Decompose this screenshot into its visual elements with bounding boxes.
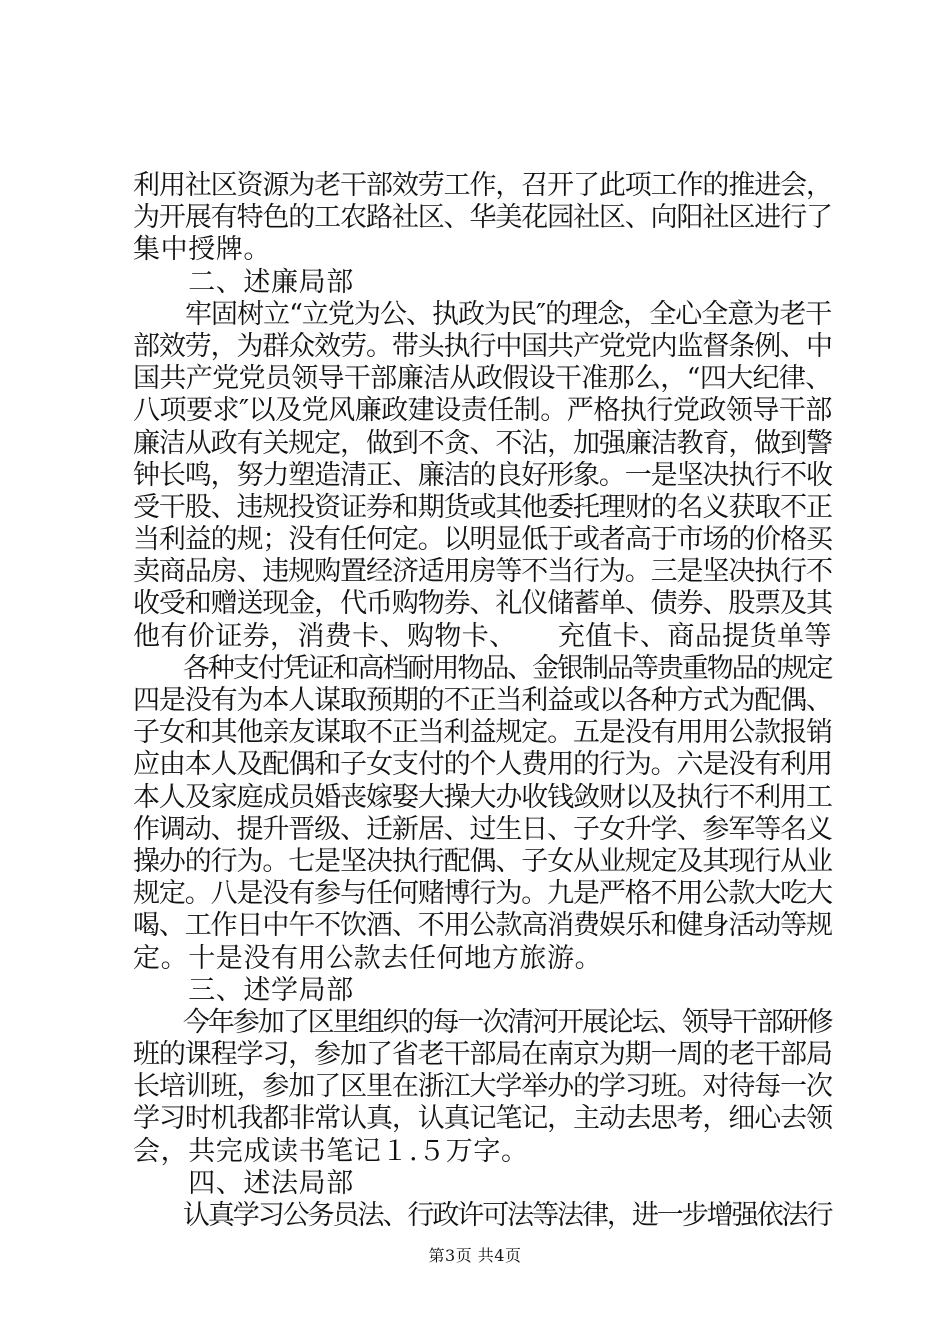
section-heading: 三、述学局部 xyxy=(133,974,354,1006)
text-line: 卖商品房、违规购置经济适用房等不当行为。三是坚决执行不 xyxy=(133,556,832,588)
text-line: 四是没有为本人谋取预期的不正当利益或以各种方式为配偶、 xyxy=(133,685,832,716)
text-line: 廉洁从政有关规定，做到不贪、不沾，加强廉洁教育，做到警 xyxy=(133,427,832,459)
text-line: 子女和其他亲友谋取不正当利益规定。五是没有用用公款报销 xyxy=(133,717,832,749)
section-heading: 二、述廉局部 xyxy=(133,266,354,298)
text-line: 受干股、违规投资证券和期货或其他委托理财的名义获取不正 xyxy=(133,491,832,523)
text-line: 他有价证券，消费卡、购物卡、 充值卡、商品提货单等 xyxy=(133,620,832,652)
text-line: 为开展有特色的工农路社区、华美花园社区、向阳社区进行了 xyxy=(133,202,832,234)
text-line: 牢固树立“立党为公、执政为民″的理念，全心全意为老干 xyxy=(133,298,832,330)
text-line: 定。十是没有用公款去任何地方旅游。 xyxy=(133,942,603,974)
text-line: 当利益的规；没有任何定。以明显低于或者高于市场的价格买 xyxy=(133,524,832,556)
text-line: 作调动、提升晋级、迁新居、过生日、子女升学、参军等名义 xyxy=(133,813,832,845)
text-line: 收受和赠送现金，代币购物券、礼仪储蓄单、债券、股票及其 xyxy=(133,588,832,620)
text-line: 长培训班，参加了区里在浙江大学举办的学习班。对待每一次 xyxy=(133,1071,832,1103)
text-line: 规定。八是没有参与任何赌博行为。九是严格不用公款大吃大 xyxy=(133,878,832,910)
text-line: 喝、工作日中午不饮酒、不用公款高消费娱乐和健身活动等规 xyxy=(133,910,832,942)
text-line: 利用社区资源为老干部效劳工作，召开了此项工作的推进会， xyxy=(133,170,832,201)
document-body xyxy=(133,170,833,1232)
text-line: 认真学习公务员法、行政许可法等法律，进一步增强依法行 xyxy=(133,1200,832,1231)
page-footer xyxy=(0,1243,950,1266)
text-line: 国共产党党员领导干部廉洁从政假设干准那么，“四大纪律、 xyxy=(133,363,832,395)
text-line: 学习时机我都非常认真，认真记笔记，主动去思考，细心去领 xyxy=(133,1103,832,1135)
text-line: 各种支付凭证和高档耐用物品、金银制品等贵重物品的规定 xyxy=(133,652,832,684)
text-line: 操办的行为。七是坚决执行配偶、子女从业规定及其现行从业 xyxy=(133,845,832,877)
text-line: 今年参加了区里组织的每一次清河开展论坛、领导干部研修 xyxy=(133,1006,832,1038)
text-line: 应由本人及配偶和子女支付的个人费用的行为。六是没有利用 xyxy=(133,749,832,781)
text-line: 钟长鸣，努力塑造清正、廉洁的良好形象。一是坚决执行不收 xyxy=(133,459,832,491)
text-line: 八项要求″以及党风廉政建设责任制。严格执行党政领导干部 xyxy=(133,395,832,427)
page-number: 第3页 共4页 xyxy=(428,1246,522,1265)
text-line: 集中授牌。 xyxy=(133,234,271,266)
text-line: 班的课程学习，参加了省老干部局在南京为期一周的老干部局 xyxy=(133,1039,832,1071)
section-heading: 四、述法局部 xyxy=(133,1167,354,1199)
text-line: 部效劳，为群众效劳。带头执行中国共产党党内监督条例、中 xyxy=(133,330,832,362)
text-line: 会，共完成读书笔记１.５万字。 xyxy=(133,1135,529,1167)
text-line: 本人及家庭成员婚丧嫁娶大操大办收钱敛财以及执行不利用工 xyxy=(133,781,832,813)
